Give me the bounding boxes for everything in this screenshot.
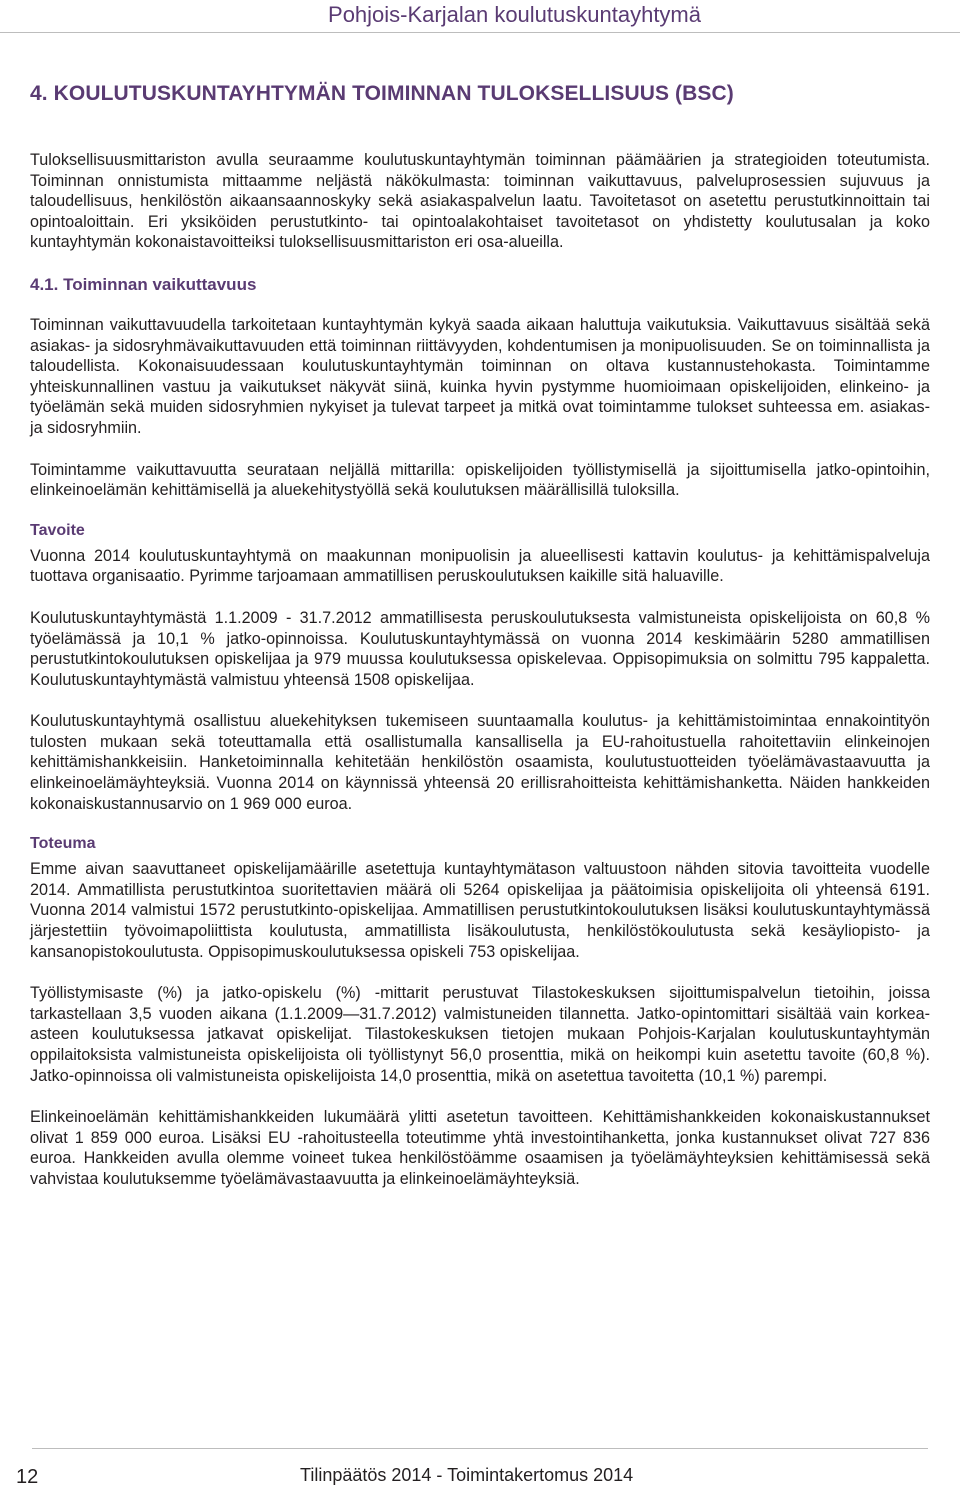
organization-title: Pohjois-Karjalan koulutuskuntayhtymä	[328, 2, 701, 27]
tavoite-paragraph-1: Vuonna 2014 koulutuskuntayhtymä on maakunnan monipuolisin ja alueellisesti kattavin koulutus- ja kehittämispalveluja tuottava organisaatio. Pyrimme tarjoamaan ammatillisen peruskoulutuksen kaikille sitä haluaville.	[30, 546, 930, 586]
section-intro-paragraph: Tuloksellisuusmittariston avulla seuraamme koulutuskuntayhtymän toiminnan päämäärien ja strategioiden toteutumista. Toiminnan onnistumista mittaamme neljästä näkökulmasta: toiminnan vaikuttavuus, palveluprosessien sujuvuus ja taloudellisuus, henkilöstön aikaansaannoskyky sekä asiakaspalvelun laatu. Tavoitetasot on asetettu perustutkinnoittain tai opintoaloittain. Eri yksiköiden perustutkinto- tai opintoalakohtaiset tavoitetasot on yhdistetty koulutusalan ja koko kuntayhtymän kokonaistavoitteiksi tuloksellisuusmittariston eri osa-alueilla.	[30, 151, 930, 252]
toteuma-paragraph-3: Elinkeinoelämän kehittämishankkeiden lukumäärä ylitti asetetun tavoitteen. Kehittämishankkeiden kokonaiskustannukset olivat 1 859 000 euroa. Lisäksi EU -rahoitusteella toteutimme yhtä investointihanketta, jonka kustannukset olivat 727 836 euroa. Hankkeiden avulla olemme voineet tukea henkilöstöämme osaamisen ja työelämäyhteyksien kehittämisessä sekä vahvistaa koulutuksemme työelämävastaavuutta ja elinkeinoelämäyhteyksiä.	[30, 1108, 930, 1188]
footer-divider	[32, 1448, 928, 1449]
page-footer	[0, 1448, 960, 1492]
tavoite-heading: Tavoite	[30, 521, 85, 539]
toteuma-paragraph-1: Emme aivan saavuttaneet opiskelijamäärille asetettuja kuntayhtymätason valtuustoon nähden sitovia tavoitteita vuodelle 2014. Ammatillista perustutkintoa suoritettavien määrä oli 5264 opiskelijaa ja päätoimisia opiskelijoita oli yhteensä 6191. Vuonna 2014 valmistui 1572 perustutkinto-opiskelijaa. Ammatillisen perustutkintokoulutuksen lisäksi koulutuskuntayhtymässä järjestettiin työvoimapoliittista koulutusta, ammatillista lisäkoulutusta, henkilöstökoulutusta sekä kesäyliopisto- ja kansanopistokoulutusta. Oppisopimuskoulutuksessa opiskeli 753 opiskelijaa.	[30, 860, 930, 961]
subsection-paragraph-2: Toimintamme vaikuttavuutta seurataan neljällä mittarilla: opiskelijoiden työllistymisellä ja sijoittumisella jatko-opintoihin, elinkeinoelämän kehittämisellä ja aluekehitystyöllä sekä koulutuksen määrällisillä tuloksilla.	[30, 460, 930, 500]
toteuma-heading: Toteuma	[30, 835, 96, 853]
page-content	[30, 82, 930, 1211]
subsection-title: 4.1. Toiminnan vaikuttavuus	[30, 274, 257, 294]
publication-title: Tilinpäätös 2014 - Toimintakertomus 2014	[300, 1465, 634, 1485]
section-title: 4. KOULUTUSKUNTAYHTYMÄN TOIMINNAN TULOKSELLISUUS (BSC)	[30, 82, 734, 105]
tavoite-paragraph-3: Koulutuskuntayhtymä osallistuu aluekehityksen tukemiseen suuntaamalla koulutus- ja kehittämistoimintaa ennakointityön tulosten mukaan sekä toteuttamalla että osallistumalla kansallisella ja EU-rahoitustuella rahoitettaviin elinkeinojen kehittämishankkeisiin. Hanketoiminnalla kehitetään henkilöstön osaamista, koulutustuotteiden työelämävastaavuutta ja elinkeinoelämäyhteyksiä. Vuonna 2014 on käynnissä yhteensä 20 erillisrahoitteista kehittämishanketta. Näiden hankkeiden kokonaiskustannusarvio on 1 969 000 euroa.	[30, 712, 930, 813]
page-number: 12	[16, 1466, 39, 1488]
subsection-paragraph-1: Toiminnan vaikuttavuudella tarkoitetaan kuntayhtymän kykyä saada aikaan haluttuja vaikutuksia. Vaikuttavuus sisältää sekä asiakas- ja sidosryhmävaikuttavuuden että toiminnan riittävyyden, kohdentumisen ja monipuolisuuden. Se on toiminnallista ja taloudellista. Kokonaisuudessaan koulutuskuntayhtymän toiminnan on oltava kustannustehokasta. Toimintamme yhteiskunnallinen vastuu ja vaikutukset näkyvät siinä, kuinka hyvin pystymme huomioimaan opiskelijoiden, elinkeino- ja työelämän sekä muiden sidosryhmien nykyiset ja tulevat tarpeet ja mitkä ovat toimintamme tulokset suhteessa em. asiakas- ja sidosryhmiin.	[30, 315, 930, 437]
tavoite-paragraph-2: Koulutuskuntayhtymästä 1.1.2009 - 31.7.2012 ammatillisesta peruskoulutuksesta valmistuneista opiskelijoista on 60,8 % työelämässä ja 10,1 % jatko-opinnoissa. Koulutuskuntayhtymässä on vuonna 2014 keskimäärin 5280 ammatillisen perustutkintokoulutuksen opiskelijaa ja 979 muussa koulutuksessa opiskelevaa. Oppisopimuksia on solmittu 795 kappaletta. Koulutuskuntayhtymästä valmistuu yhteensä 1508 opiskelijaa.	[30, 608, 930, 689]
toteuma-paragraph-2: Työllistymisaste (%) ja jatko-opiskelu (%) -mittarit perustuvat Tilastokeskuksen sijoittumispalvelun tietoihin, joissa tarkastellaan 3,5 vuoden aikana (1.1.2009—31.7.2012) valmistuneiden tilannetta. Jatko-opintomittari sisältää vain korkea-asteen koulutuksessa jatkavat opiskelijat. Tilastokeskuksen tietojen mukaan Pohjois-Karjalan koulutuskuntayhtymän oppilaitoksista valmistuneista opiskelijoista oli työllistynyt 56,0 prosenttia, mikä on heikompi kuin asetettu tavoite (60,8 %). Jatko-opinnoissa oli valmistuneista opiskelijoista 14,0 prosenttia, mikä on asetettua tavoitetta (10,1 %) parempi.	[30, 984, 930, 1085]
page-header	[0, 0, 960, 33]
